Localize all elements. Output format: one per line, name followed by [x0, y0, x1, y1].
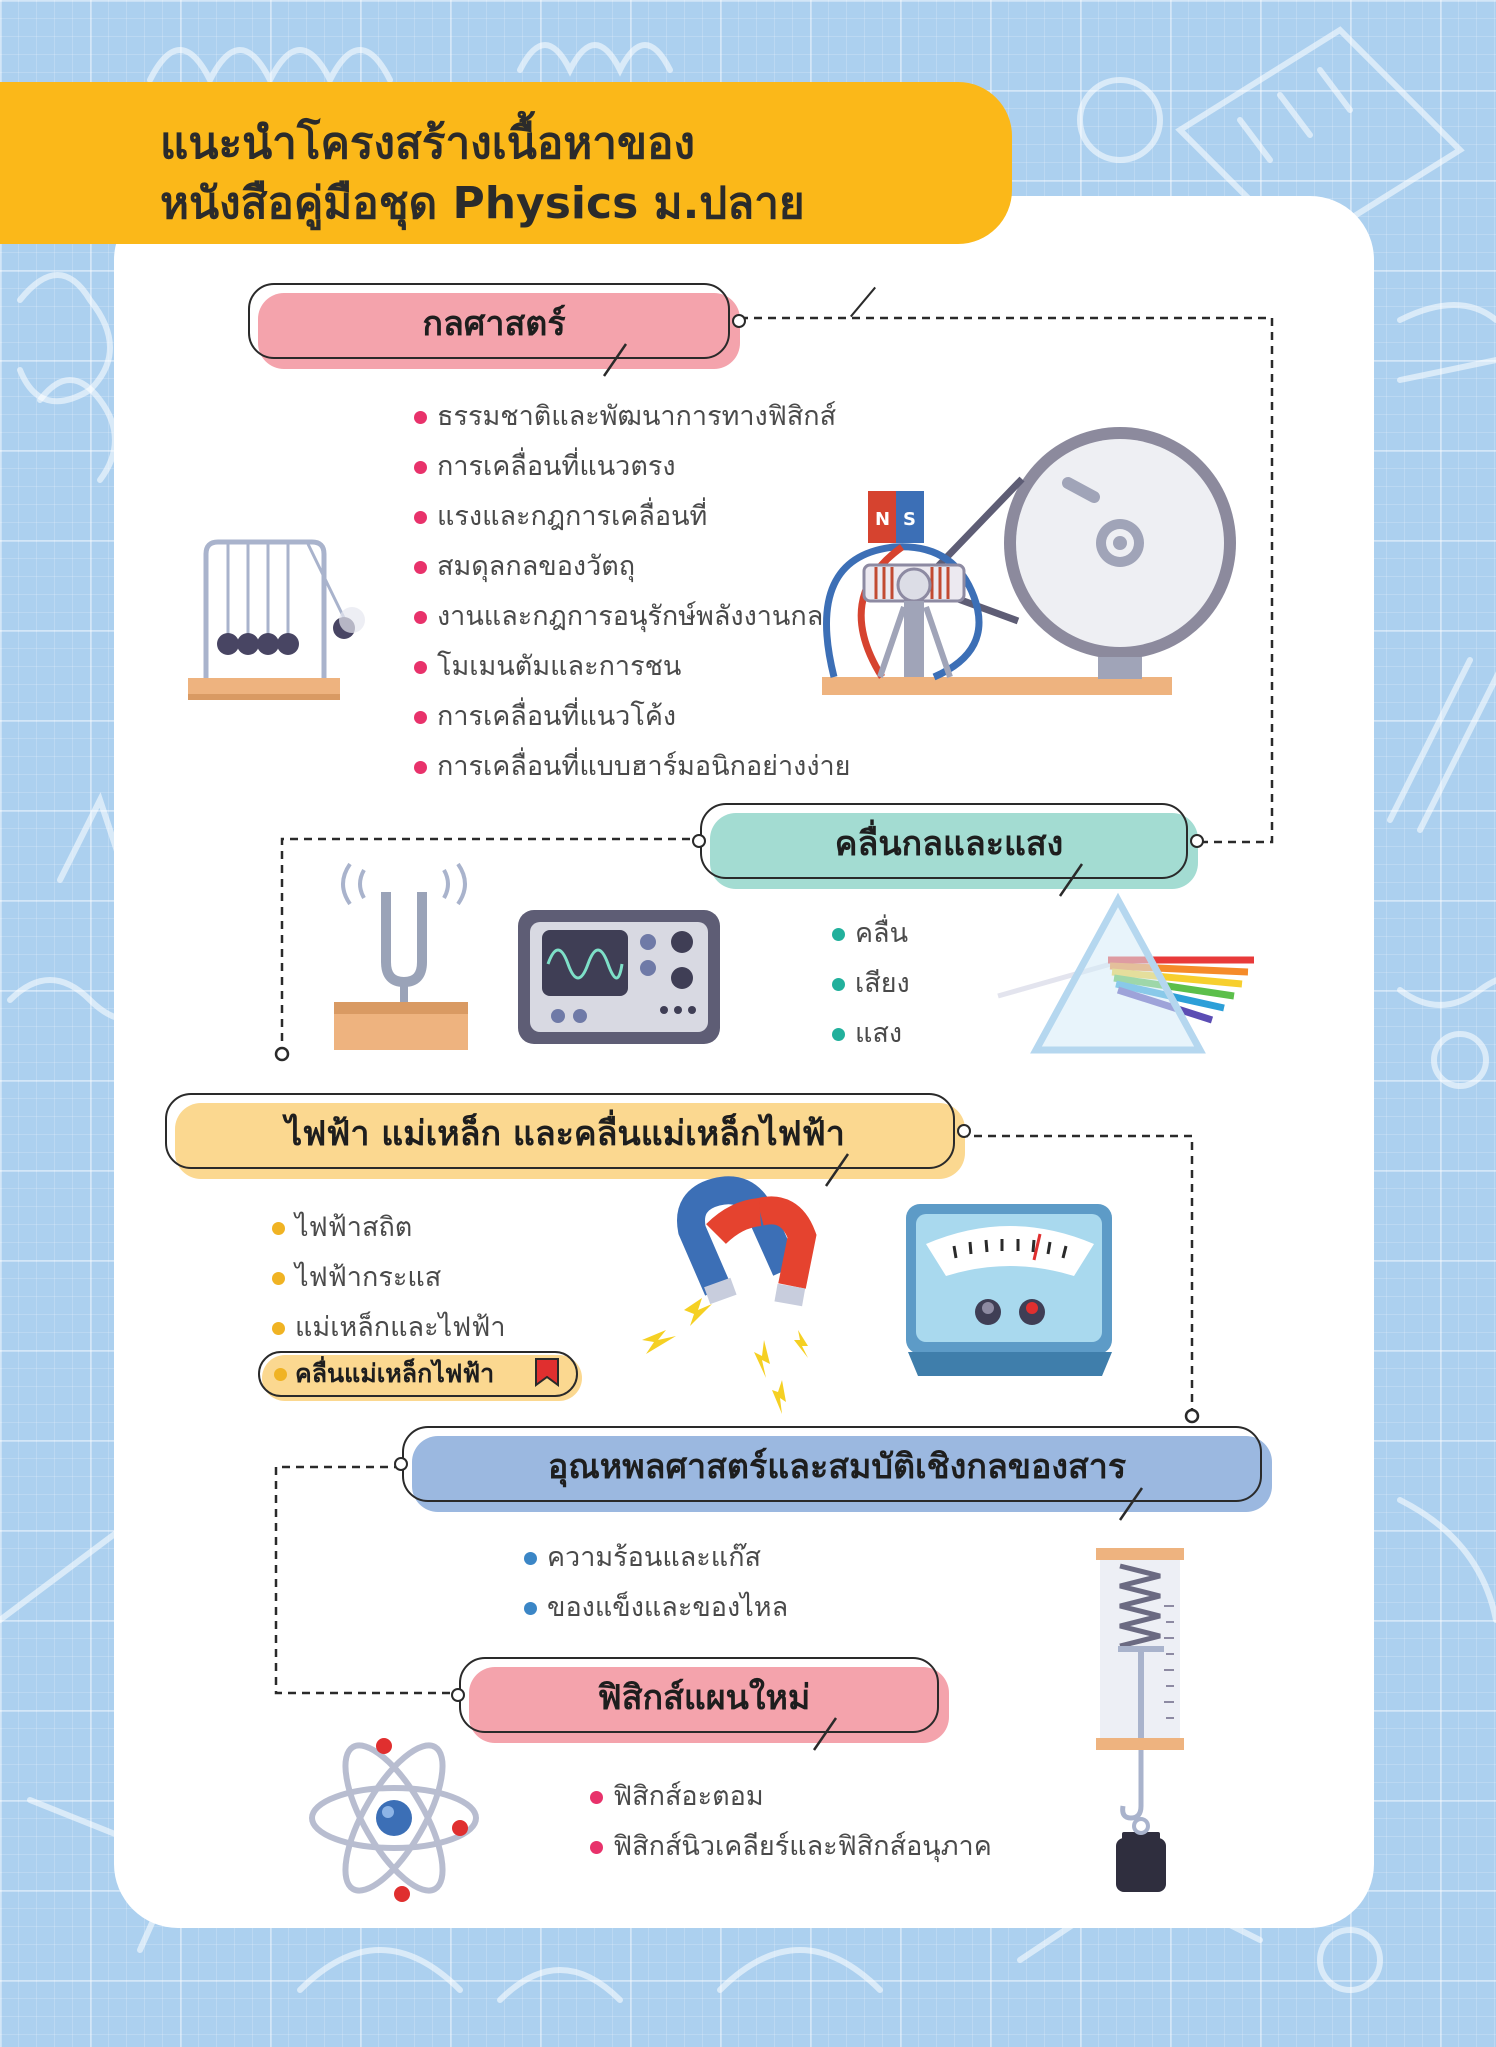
pill-tick — [1056, 860, 1086, 900]
meter-icon — [902, 1200, 1118, 1380]
list-item — [590, 1772, 992, 1822]
list-item-label: การเคลื่อนที่แนวโค้ง — [437, 701, 677, 732]
list-item — [272, 1303, 506, 1353]
section-heading-waves-light — [700, 803, 1198, 889]
bullet-icon — [590, 1841, 603, 1854]
page-title-line-2: หนังสือคู่มือชุด Physics ม.ปลาย — [160, 178, 805, 229]
list-item-label: ไฟฟ้าสถิต — [295, 1212, 413, 1243]
magnet-pole-n: N — [875, 509, 891, 530]
bullet-icon — [274, 1368, 287, 1381]
list-item-label: ความร้อนและแก๊ส — [547, 1542, 762, 1573]
section-heading-label: อุณหพลศาสตร์และสมบัติเชิงกลของสาร — [547, 1447, 1127, 1487]
list-item — [414, 642, 851, 692]
list-item-label: ไฟฟ้ากระแส — [295, 1262, 442, 1293]
horseshoe-magnet-icon — [632, 1190, 832, 1420]
list-waves-light — [832, 909, 910, 1059]
spring-scale-icon — [1094, 1546, 1190, 1898]
list-item — [272, 1203, 506, 1253]
bullet-icon — [414, 411, 427, 424]
section-heading-label: กลศาสตร์ — [422, 304, 566, 344]
bullet-icon — [832, 978, 845, 991]
list-item-label: แสง — [855, 1018, 903, 1049]
bullet-icon — [590, 1791, 603, 1804]
pill-tick — [822, 1150, 852, 1190]
section-heading-label: ฟิสิกส์แผนใหม่ — [597, 1678, 811, 1718]
magnet-pole-s: S — [903, 509, 916, 530]
list-item — [414, 442, 851, 492]
list-item-label: คลื่นแม่เหล็กไฟฟ้า — [295, 1359, 495, 1388]
bullet-icon — [414, 611, 427, 624]
list-item-label: โมเมนตัมและการชน — [437, 651, 682, 682]
list-item — [832, 1009, 910, 1059]
bookmark-icon — [534, 1357, 560, 1387]
list-item-label: ธรรมชาติและพัฒนาการทางฟิสิกส์ — [437, 401, 837, 432]
list-item-label: ฟิสิกส์นิวเคลียร์และฟิสิกส์อนุภาค — [613, 1831, 992, 1862]
list-item — [832, 909, 910, 959]
list-item-label: การเคลื่อนที่แบบฮาร์มอนิกอย่างง่าย — [437, 751, 851, 782]
list-item-label: ของแข็งและของไหล — [547, 1592, 789, 1623]
list-item — [832, 959, 910, 1009]
list-item-label: งานและกฎการอนุรักษ์พลังงานกล — [437, 601, 824, 632]
section-heading-label: คลื่นกลและแสง — [834, 824, 1064, 864]
atom-icon — [308, 1734, 480, 1902]
pill-tick — [1116, 1484, 1146, 1524]
bullet-icon — [832, 928, 845, 941]
list-item-label: ฟิสิกส์อะตอม — [613, 1781, 764, 1812]
bullet-icon — [524, 1602, 537, 1615]
list-item-label: สมดุลกลของวัตถุ — [437, 551, 636, 582]
list-item — [524, 1533, 788, 1583]
tuning-fork-icon — [334, 862, 474, 1052]
highlighted-list-item — [258, 1351, 582, 1401]
list-mechanics — [414, 392, 851, 792]
list-item — [414, 492, 851, 542]
page-title-line-1: แนะนำโครงสร้างเนื้อหาของ — [160, 118, 695, 169]
list-item — [414, 692, 851, 742]
pill-tick — [810, 1714, 840, 1754]
bullet-icon — [414, 761, 427, 774]
list-item — [524, 1583, 788, 1633]
bullet-icon — [414, 511, 427, 524]
bullet-icon — [414, 661, 427, 674]
list-item-label: แรงและกฎการเคลื่อนที่ — [437, 501, 708, 532]
list-item-label: คลื่น — [855, 918, 909, 949]
pill-tick — [600, 340, 630, 380]
section-heading-mechanics — [248, 283, 740, 369]
bullet-icon — [272, 1322, 285, 1335]
bullet-icon — [414, 711, 427, 724]
list-electricity-magnetism — [272, 1203, 506, 1353]
list-item — [272, 1253, 506, 1303]
list-item-label: แม่เหล็กและไฟฟ้า — [295, 1312, 506, 1343]
oscilloscope-icon — [514, 906, 724, 1048]
list-item — [414, 592, 851, 642]
list-item — [414, 542, 851, 592]
bullet-icon — [414, 561, 427, 574]
bullet-icon — [414, 461, 427, 474]
section-heading-modern-physics — [459, 1657, 949, 1743]
list-item-label: การเคลื่อนที่แนวตรง — [437, 451, 676, 482]
list-item — [414, 392, 851, 442]
list-item-label: เสียง — [855, 968, 910, 999]
prism-icon — [998, 896, 1254, 1054]
list-item — [414, 742, 851, 792]
list-item — [590, 1822, 992, 1872]
newtons-cradle-icon — [186, 540, 372, 702]
bullet-icon — [272, 1272, 285, 1285]
bullet-icon — [832, 1028, 845, 1041]
section-heading-label: ไฟฟ้า แม่เหล็ก และคลื่นแม่เหล็กไฟฟ้า — [285, 1114, 845, 1154]
bullet-icon — [272, 1222, 285, 1235]
list-thermodynamics — [524, 1533, 788, 1633]
bullet-icon — [524, 1552, 537, 1565]
generator-icon — [820, 425, 1240, 700]
list-modern-physics — [590, 1772, 992, 1872]
